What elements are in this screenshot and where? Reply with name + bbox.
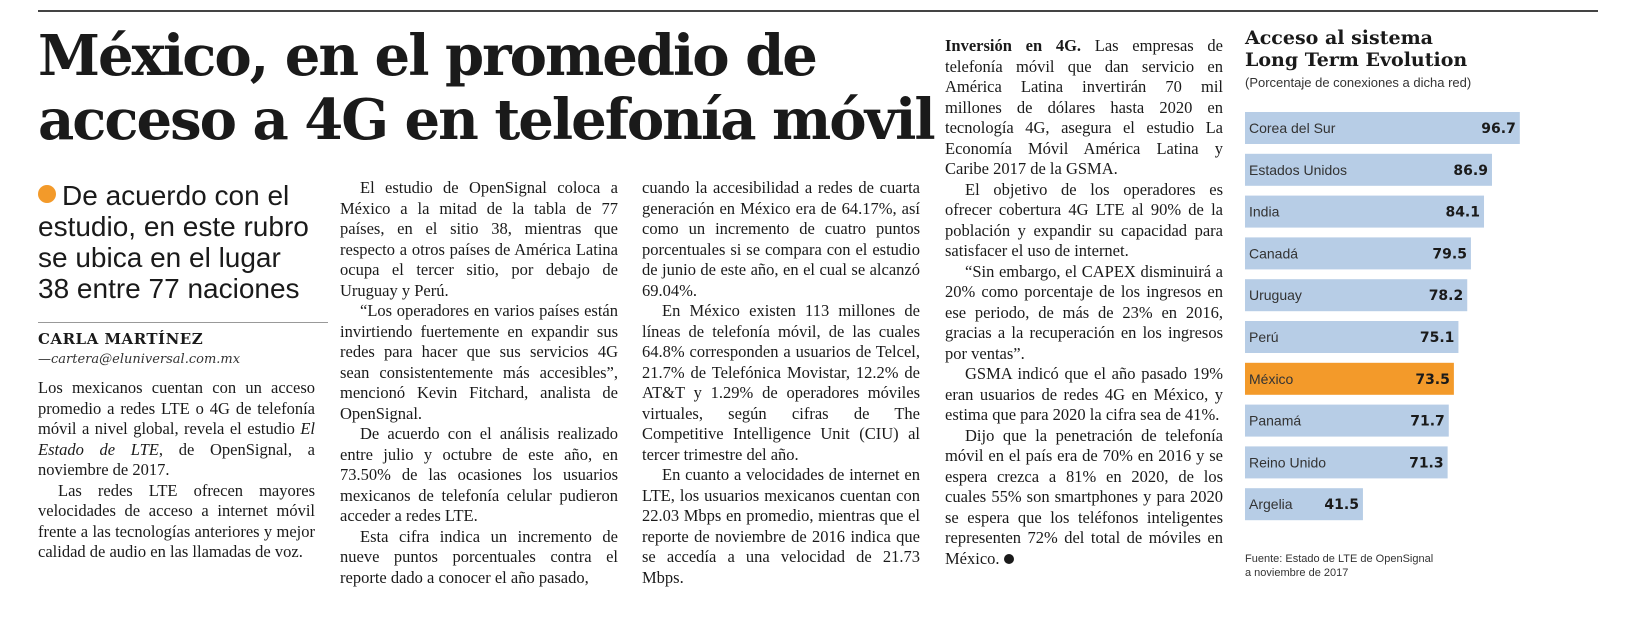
bar-category-label: Perú [1249,329,1279,345]
chart-title-line-2: Long Term Evolution [1245,49,1468,71]
bar-value-label: 73.5 [1415,371,1450,388]
chart-source-line-2: a noviembre de 2017 [1245,567,1349,579]
bar-category-label: Canadá [1249,245,1299,262]
bar-value-label: 96.7 [1481,121,1516,137]
dek-line-4: 38 entre 77 naciones [38,273,300,304]
paragraph: En México existen 113 millones de líneas de telefonía móvil, de las cuales 64.8% corresponden a usuarios de Telcel, 21.7% de Telefónica Movistar, 12.2% de AT&T y 1.29% de operadores móviles virtuales, según cifras de The Competitive Intelligence Unit (CIU) al tercer trimestre del año. [642,301,920,464]
paragraph: “Los operadores en varios países están invirtiendo fuertemente en expandir sus redes para hacer que sus servicios 4G sean consistentemente más accesibles”, mencionó Kevin Fitchard, analista de OpenSignal. [340,301,618,423]
headline-line-1: México, en el promedio de [38,23,816,89]
bar-category-label: Argelia [1249,496,1293,513]
paragraph [945,36,1223,180]
article-column-2 [340,178,618,588]
bar-value-label: 41.5 [1324,497,1359,514]
paragraph: El estudio de OpenSignal coloca a México a la mitad de la tabla de 77 países, en el sitio 38, mientras que respecto a otros países de América Latina ocupa el tercer sitio, por debajo de Uruguay y Perú. [340,178,618,300]
author-email: —cartera@eluniversal.com.mx [38,352,241,367]
paragraph [38,378,315,481]
paragraph-text: Los mexicanos cuentan con un acceso promedio a redes LTE o 4G de telefonía móvil a nivel global, revela el estudio [38,378,315,438]
bar-category-label: México [1249,370,1294,387]
headline-line-2: acceso a 4G en telefonía móvil [38,87,934,153]
paragraph: En cuanto a velocidades de internet en LTE, los usuarios mexicanos cuentan con 22.03 Mbps en promedio, mientras que el reporte de noviembre de 2016 indica que se accedía a una velocidad de 21.73 Mbps. [642,465,920,587]
bar-value-label: 78.2 [1428,288,1464,305]
chart-source-line-1: Fuente: Estado de LTE de OpenSignal [1245,553,1434,565]
bar-value-label: 71.3 [1409,455,1444,472]
chart-title [1245,27,1467,71]
chart-subtitle: (Porcentaje de conexiones a dicha red) [1245,75,1472,90]
bar-value-label: 84.1 [1445,204,1481,221]
dek [38,180,338,304]
study-title: El Estado de LTE [38,419,315,459]
bar-value-label: 75.1 [1419,330,1455,346]
bar-value-label: 71.7 [1410,413,1445,430]
headline [38,24,968,152]
dek-line-2: estudio, en este rubro [38,211,309,242]
article-column-1 [38,378,315,563]
paragraph: cuando la accesibilidad a redes de cuarta generación en México era de 64.17%, así como un incremento de cuatro puntos porcentuales si se compara con el estudio de junio de este año, en el cual se alcanzó 69.04%. [642,178,920,300]
bar-category-label: Uruguay [1249,287,1302,304]
bar-value-label: 79.5 [1432,246,1467,263]
chart-title-line-1: Acceso al sistema [1245,27,1433,49]
dek-line-1 [38,180,338,211]
paragraph: “Sin embargo, el CAPEX disminuirá a 20% como porcentaje de los ingresos en ese periodo, de más de 23% en 2016, gracias a la recuperación en los ingresos por ventas”. [945,261,1223,363]
author-name: CARLA MARTÍNEZ [38,330,204,348]
paragraph: Las redes LTE ofrecen mayores velocidades de acceso a internet móvil frente a las tecnologías anteriores y mejor calidad de audio en las llamadas de voz. [38,480,315,561]
orange-bullet-icon [38,185,56,203]
paragraph-text: Las empresas de telefonía móvil que dan servicio en América Latina invertirán 70 mil millones de dólares hasta 2020 en tecnología 4G, asegura el estudio La Economía Móvil América Latina y Caribe 2017 de la GSMA. [945,36,1223,178]
paragraph: GSMA indicó que el año pasado 19% eran usuarios de redes 4G en México, y estima que para 2020 la cifra sea de 41%. [945,364,1223,424]
bar-category-label: Corea del Sur [1249,120,1336,136]
bar-category-label: Panamá [1249,412,1302,429]
bar-category-label: India [1249,203,1280,220]
bar-chart [1245,112,1535,542]
dek-line-1-text: De acuerdo con el [62,180,290,211]
paragraph: De acuerdo con el análisis realizado entre julio y octubre de este año, en 73.50% de las ocasiones los usuarios mexicanos de telefonía celular pudieron acceder a redes LTE. [340,424,618,525]
paragraph: Esta cifra indica un incremento de nueve puntos porcentuales contra el reporte dado a conocer el año pasado, [340,526,618,587]
subhead-lead-in: Inversión en 4G. [945,36,1082,55]
bar-category-label: Reino Unido [1249,454,1327,471]
chart-source [1245,552,1433,580]
article-column-3 [642,178,920,588]
paragraph-text: , de OpenSignal, a noviembre de 2017. [38,439,315,479]
dek-line-3: se ubica en el lugar [38,242,281,273]
paragraph-text: Dijo que la penetración de telefonía móvil en el país era de 70% en 2016 y se espera crezca a 81% en 2020, de los cuales 55% son smartphones y para 2020 se espera que los teléfonos inteligentes representen 72% del total de móviles en México. [945,425,1223,568]
article-column-4 [945,36,1223,569]
top-rule [38,10,1598,12]
end-mark-icon [1004,554,1014,564]
bar-category-label: Estados Unidos [1249,161,1348,178]
paragraph [945,426,1223,570]
bar-value-label: 86.9 [1453,162,1488,179]
paragraph: El objetivo de los operadores es ofrecer cobertura 4G LTE al 90% de la población y expandir su capacidad para satisfacer el uso de internet. [945,179,1223,260]
byline-divider [38,322,328,323]
